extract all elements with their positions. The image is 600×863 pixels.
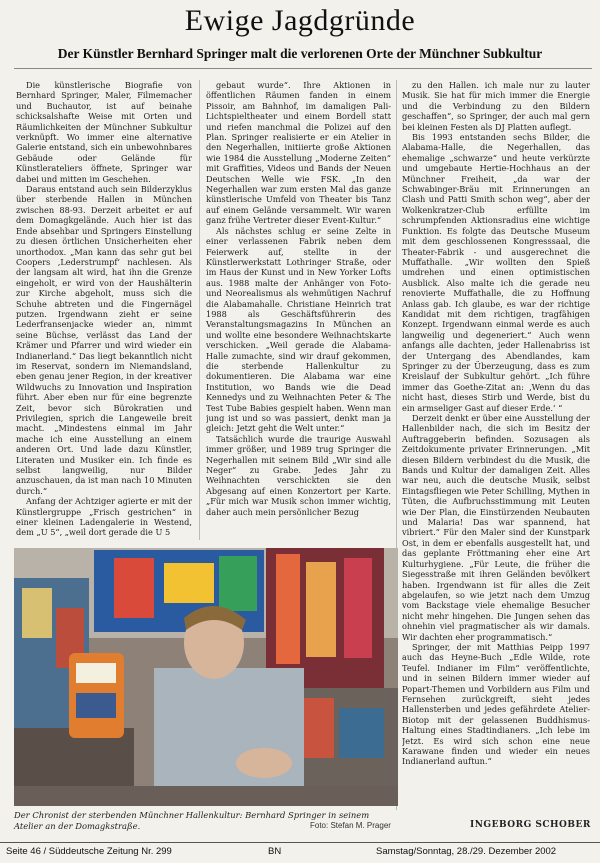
paragraph: Derzeit denkt er über eine Ausstellung der Hallenbilder nach, die sich im Besitz der Auftraggeberin befinden. Sozusagen als Zeitdokumente privater Erinnerungen. „Mit diesen Bildern verbindest du die Musik, die Bands und Kultur der damaligen Zeit. Alles war neu, auch die deutsche Musik, selbst Eintagsfliegen wie Peter Schilling, Mythen in Tüten, die Aufbruchsstimmung mit Leuten wie Der Plan, die Einstürzenden Neubauten und Malaria! Das war spannend, hat vibriert.“ Für den Maler sind der Kunstpark Ost, in dem er ebenfalls ausgestellt hat, und das geplante Fröttmaning eher eine Art Kulturhygiene. „Für Leute, die früher die Siegesstraße mit ihren Geländen bevölkert haben. Irgendwann ist für alles die Zeit abgelaufen, so wie jetzt nach dem Umzug vom Backstage viele ehemalige Besucher nicht mehr hingehen. Die Jungen sehen das ohnehin viel pragmatischer als wir damals. Wir dachten eher programmatisch.“ — [402, 413, 590, 642]
paragraph: Die künstlerische Biografie von Bernhard Springer, Maler, Filmemacher und Buchautor, ist auf beinahe schicksalshafte Weise mit Orten und Räumlichkeiten der Münchner Subkultur verknüpft. Wo immer eine alternative Galerie entstand, sich ein unbewohnbares Gebäude oder Gelände für Künstlerateliers öffnete, Springer war dabei und mitten im Geschehen. — [16, 80, 192, 184]
footer-date: Samstag/Sonntag, 28./29. Dezember 2002 — [376, 846, 557, 857]
author-signature: INGEBORG SCHOBER — [470, 820, 591, 830]
footer-rule — [0, 842, 600, 843]
footer-edition: BN — [268, 846, 282, 857]
paragraph: gebaut wurde“. Ihre Aktionen in öffentlichen Räumen fanden in einem Pissoir, am Bahnhof, im damaligen Pali-Lichtspieltheater und einem Bordell statt und riefen manchmal die Polizei auf den Plan. Springer realisierte er ein Atelier in den Negerhallen, initiierte große Aktionen wie 1984 die Ausstellung „Moderne Zeiten“ mit Graffities, Videos und Bands der Neuen Deutschen Welle wie FSK. „In den Negerhallen war zum ersten Mal das ganze künstlerische Umfeld von Theater bis Tanz auf einem Gelände versammelt. Wir waren ganz frühe Vertreter dieser Event-Kultur.“ — [206, 80, 391, 226]
article-column-2 — [206, 80, 391, 540]
paragraph: Bis 1993 entstanden sechs Bilder, die Alabama-Halle, die Negerhallen, das ehemalige „schwarze“ und heute verkürzte und umgebaute Hertie-Hochhaus an der Münchner Freiheit, „da war der Schwabinger-Bräu mit Erinnerungen an Clash und Patti Smith schon weg“, aber der Wolkenkratzer-Club erfüllte im schrumpfenden Aktionsradius eine wichtige Funktion. Es folgte das Deutsche Museum mit dem geschlossenen Kongresssaal, die Theater-Fabrik - und ausgerechnet die Muffathalle. „Wir wollten den Spieß umdrehen und einen optimistischen Ausblick. Also malte ich die gerade neu renovierte Muffathalle, die zu Hoffnung Anlass gab. Ich glaube, es war der richtige Kandidat mit dem richtigen, tragfähigen Konzept. Irgendwann einmal werde es auch langweilig und degeneriert.“ Auch wenn anfangs alle dachten, jeder Hallenabriss ist der Untergang des Abendlandes, kam Springer zu der Überzeugung, dass es zum Kreislauf der Subkultur gehört. „Ich führe immer das Goethe-Zitat an: ‚Wenn du das nicht hast, dieses Stirb und Werde, bist du ein armseliger Gast auf dieser Erde.‘ “ — [402, 132, 590, 413]
paragraph: Als nächstes schlug er seine Zelte in einer verlassenen Fabrik neben dem Feierwerk auf, stellte in der Künstlerwerkstatt Lothringer Straße, oder im Haus der Kunst und in New Yorker Lofts aus. 1988 malte der Anhänger von Foto- und Neorealismus als wehmütigen Nachruf die Alabamahalle. Christiane Heinrich trat 1988 als Geschäftsführerin des Veranstaltungsmagazins In München an und wollte eine besondere Weihnachtskarte verschicken. „Weil gerade die Alabama-Halle zumachte, sind wir drauf gekommen, die sterbende Hallenkultur zu dokumentieren. Die Alabama war eine Institution, wo Bands wie die Dead Kennedys und zu Weihnachten Peter & The Test Tube Babies gespielt haben. Wenn man jung ist und so was passiert, denkt man ja gleich: Jetzt geht die Welt unter.“ — [206, 225, 391, 434]
footer-page-info: Seite 46 / Süddeutsche Zeitung Nr. 299 — [6, 846, 172, 857]
article-column-1 — [16, 80, 192, 540]
header-rule — [14, 68, 592, 69]
artist-photo — [14, 548, 398, 806]
paragraph: Tatsächlich wurde die traurige Auswahl immer größer, und 1989 trug Springer die Negerhallen mit seinem Bild „Wir sind alle Neger“ zu Grabe. Jedes Jahr zu Weihnachten verschickten sie den Abgesang auf einen Konzertort per Karte. „Für mich war Musik schon immer wichtig, daher auch mein persönlicher Bezug — [206, 433, 391, 517]
article-column-3 — [402, 80, 590, 800]
subheadline: Der Künstler Bernhard Springer malt die verlorenen Orte der Münchner Subkultur — [57, 46, 543, 61]
photo-credit: Foto: Stefan M. Prager — [310, 821, 391, 830]
paragraph: Springer, der mit Matthias Peipp 1997 auch das Heyne-Buch „Edle Wilde, rote Teufel. Indianer im Film“ veröffentlichte, und in seinen Bildern immer wieder auf Popart-Themen und Vorbildern aus Film und Fernsehen zurückgreift, sieht jedes Hallensterben und jedes gefährdete Atelier-Biotop mit der gelassenen Buddhismus-Haltung eines Stadtindianers. „Ich lebe im Jetzt. Es wird sich schon eine neue Karawane finden und wieder ein neues Indianerland auftun.“ — [402, 641, 590, 767]
paragraph: zu den Hallen. ich male nur zu lauter Musik. Sie hat für mich immer die Energie und die Verbindung zu den Bildern geschaffen“, so Springer, der auch mal gern bei kleinen Festen als DJ Platten auflegt. — [402, 80, 590, 132]
column-divider — [199, 80, 200, 540]
artist-photo-illustration — [14, 548, 398, 806]
paragraph: Daraus entstand auch sein Bilderzyklus über sterbende Hallen in München zwischen 88-93. Derzeit arbeitet er auf dem Domagkgelände. Auch hier ist das Ende absehbar und Springers Einstellung zu diesen örtlichen Unsicherheiten eher unorthodox. „Man kann das sehr gut bei Coopers ‚Lederstrumpf‘ nachlesen. Als der langsam alt wird, hat ihn die Grenze eingeholt, er wird von der Haushälterin zur Kirche abgeholt, muss sich die Schuhe abtreten und die Fingernägel putzen. Irgendwann zieht er seine Lederfransenjacke wieder an, nimmt seine Büchse, verlässt das Land der Krämer und Pfarrer und wird wieder ein Indianerland.“ Das liegt bekanntlich nicht im Reservat, sondern im Niemandsland, eben genau jener Region, in der kreativer Wildwuchs zu Innovation und Inspiration führt. Aber eben nur für eine begrenzte Zeit, bevor sich Bürokratien und Privilegien, sprich die Langeweile breit macht. „Mindestens einmal im Jahr mache ich eine Ausstellung an einem anderen Ort. Und lade dazu Künstler, Literaten und Musiker ein. Ich finde es selbst langweilig, nur Bilder anzuschauen, da ist man nach 10 Minuten durch.“ — [16, 184, 192, 496]
photo-caption: Der Chronist der sterbenden Münchner Hallenkultur: Bernhard Springer in seinem Atelier an der Domagkstraße. — [14, 810, 370, 831]
paragraph: Anfang der Achtziger agierte er mit der Künstlergruppe „Frisch gestrichen“ in einer kleinen Ladengalerie in Westend, dem „U 5“, „weil dort gerade die U 5 — [16, 496, 192, 538]
headline: Ewige Jagdgründe — [184, 4, 416, 37]
